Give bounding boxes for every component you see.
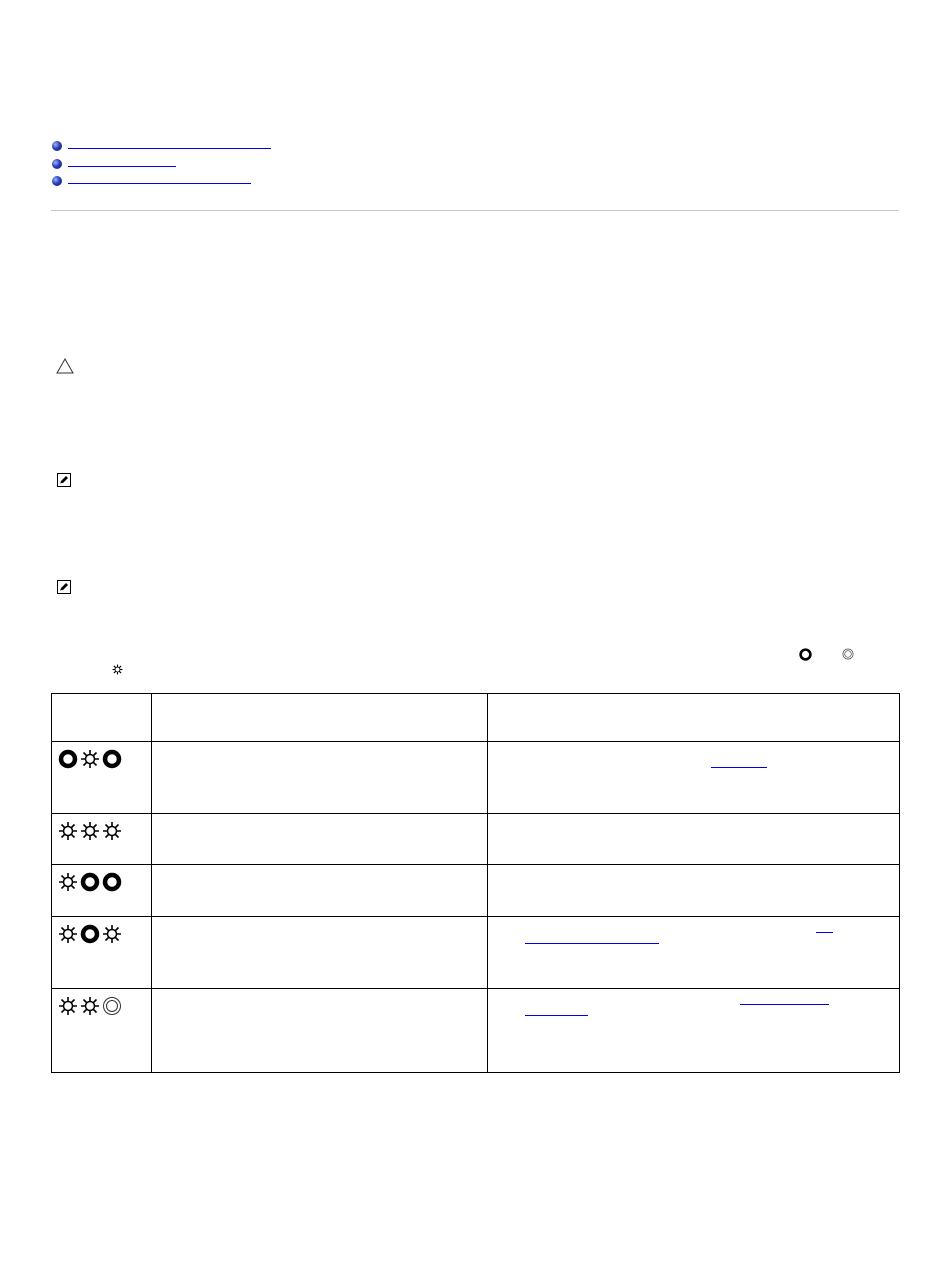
led-blinking-icon — [102, 996, 122, 1016]
light-pattern-cell — [52, 814, 152, 865]
row-link[interactable] — [525, 1015, 588, 1016]
row-link[interactable] — [816, 932, 833, 933]
action-cell — [488, 917, 900, 989]
light-pattern-cell — [52, 742, 152, 814]
led-off-icon — [80, 924, 100, 944]
bullet-icon — [52, 159, 62, 169]
led-off-icon — [102, 749, 122, 769]
description-cell — [152, 989, 488, 1073]
led-on-icon — [112, 664, 123, 675]
led-on-icon — [80, 996, 100, 1016]
light-pattern-cell — [52, 865, 152, 917]
table-row — [52, 865, 900, 917]
column-header — [152, 694, 488, 742]
note-pencil-icon — [57, 580, 71, 594]
toc-link[interactable] — [68, 148, 271, 149]
table-row — [52, 989, 900, 1073]
table-row — [52, 814, 900, 865]
toc-link[interactable] — [68, 166, 176, 167]
action-cell — [488, 865, 900, 917]
description-cell — [152, 865, 488, 917]
led-on-icon — [58, 996, 78, 1016]
back-link[interactable] — [51, 53, 195, 67]
row-link[interactable] — [525, 943, 659, 944]
led-pattern-table — [51, 693, 900, 1073]
section-divider — [51, 210, 899, 211]
led-on-icon — [80, 821, 100, 841]
led-on-icon — [80, 749, 100, 769]
led-off-icon — [102, 872, 122, 892]
table-row — [52, 917, 900, 989]
table-row — [52, 742, 900, 814]
action-cell — [488, 742, 900, 814]
led-on-icon — [58, 872, 78, 892]
table-header-row — [52, 694, 900, 742]
row-link[interactable] — [740, 1004, 829, 1005]
description-cell — [152, 917, 488, 989]
toc-link[interactable] — [68, 183, 251, 184]
bullet-icon — [52, 141, 62, 151]
note-pencil-icon — [57, 473, 71, 487]
led-blinking-icon — [842, 648, 854, 660]
bullet-icon — [52, 176, 62, 186]
caution-triangle-icon — [56, 358, 74, 374]
description-cell — [152, 742, 488, 814]
led-off-icon — [80, 872, 100, 892]
light-pattern-cell — [52, 917, 152, 989]
led-on-icon — [102, 924, 122, 944]
led-off-icon — [799, 648, 812, 661]
led-off-icon — [58, 749, 78, 769]
column-header — [488, 694, 900, 742]
led-on-icon — [58, 924, 78, 944]
action-cell — [488, 814, 900, 865]
description-cell — [152, 814, 488, 865]
led-on-icon — [102, 821, 122, 841]
action-cell — [488, 989, 900, 1073]
led-on-icon — [58, 821, 78, 841]
column-header — [52, 694, 152, 742]
row-link[interactable] — [711, 767, 767, 768]
light-pattern-cell — [52, 989, 152, 1073]
